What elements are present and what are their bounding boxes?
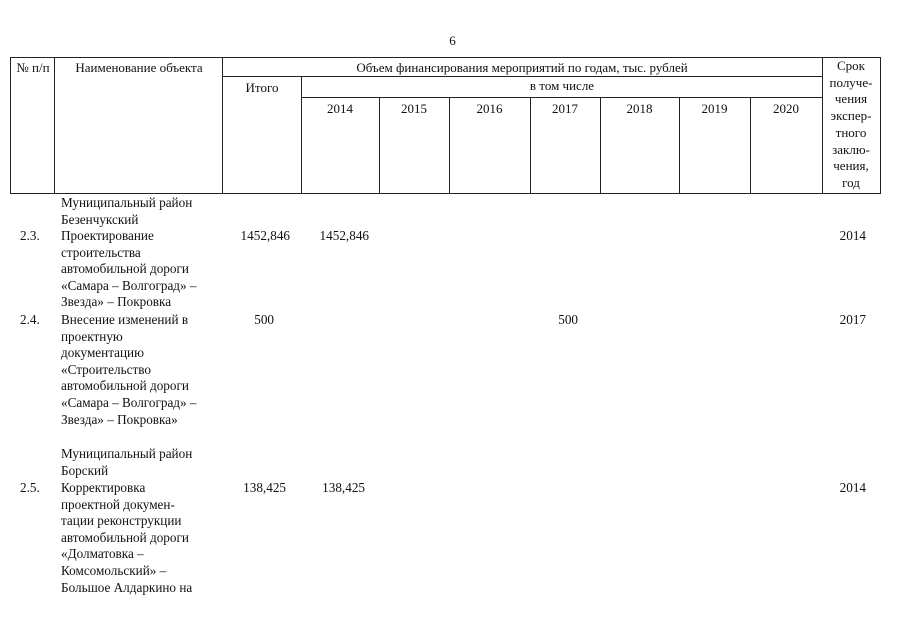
header-year-2018: 2018 — [626, 101, 653, 116]
header-year-2017: 2017 — [552, 101, 578, 116]
header-number-column: № п/п — [16, 60, 50, 75]
row-name: Корректировка проектной докумен- тации реконструкции автомобильной дороги «Долматовка – Комсомольский» – Большое Алдаркино на — [61, 480, 193, 595]
row-deadline: 2017 — [839, 312, 866, 327]
header-including-column: в том числе — [529, 78, 595, 93]
header-year-2015: 2015 — [401, 101, 427, 116]
header-deadline-column: Срок получе- чения экспер- тного заклю- чения, год — [829, 58, 873, 190]
row-value-2017: 500 — [558, 312, 578, 327]
header-total-column: Итого — [245, 80, 279, 95]
row-value-2014: 1452,846 — [319, 228, 369, 243]
row-total: 500 — [254, 312, 274, 327]
row-deadline: 2014 — [839, 480, 866, 495]
row-number: 2.5. — [20, 480, 40, 495]
header-funding-column: Объем финансирования мероприятий по годам, тыс. рублей — [356, 60, 688, 75]
header-year-2019: 2019 — [701, 101, 728, 116]
row-name: Внесение изменений в проектную документацию «Строительство автомобильной дороги «Самара – Волгоград» – Звезда» – Покровка» — [61, 312, 197, 427]
header-year-2016: 2016 — [476, 101, 503, 116]
header-name-column: Наименование объекта — [75, 60, 203, 75]
section-title-bor: Муниципальный район Борский — [61, 446, 193, 478]
row-total: 1452,846 — [240, 228, 290, 243]
row-deadline: 2014 — [839, 228, 866, 243]
row-number: 2.3. — [20, 228, 40, 243]
row-value-2014: 138,425 — [322, 480, 365, 495]
section-title-bezenchuk: Муниципальный район Безенчукский — [61, 195, 193, 227]
row-number: 2.4. — [20, 312, 40, 327]
row-name: Проектирование строительства автомобильной дороги «Самара – Волгоград» – Звезда» – Покровка — [61, 228, 197, 310]
header-year-2014: 2014 — [327, 101, 353, 116]
header-year-2020: 2020 — [773, 101, 799, 116]
row-total: 138,425 — [243, 480, 286, 495]
page-number: 6 — [449, 33, 456, 48]
